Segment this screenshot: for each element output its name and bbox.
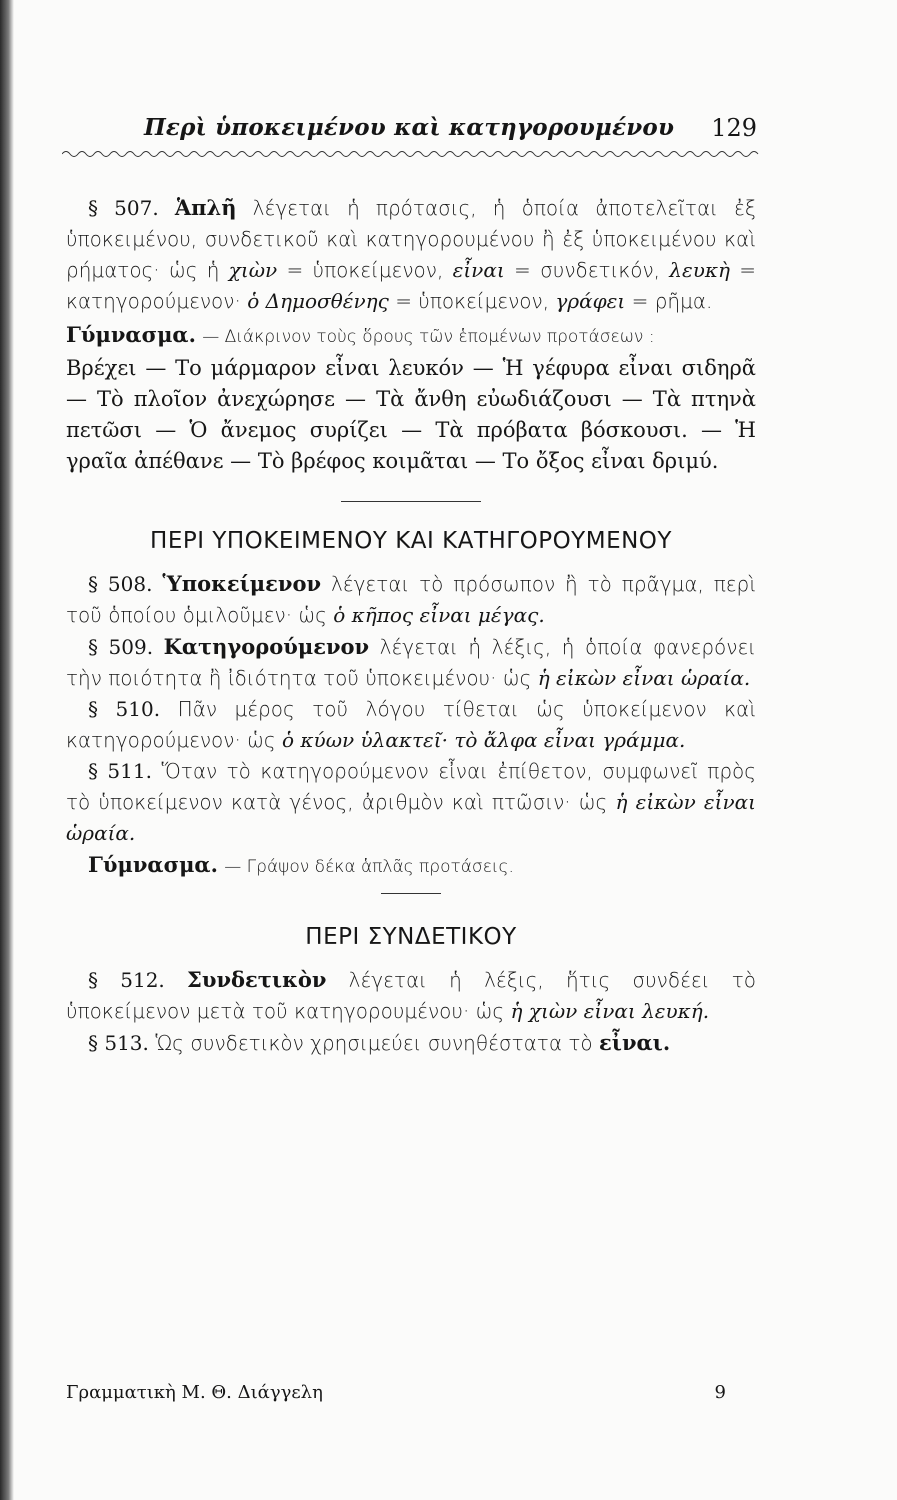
term-einai: εἶναι. — [599, 1030, 671, 1055]
page-number: 129 — [711, 114, 757, 142]
paragraph-text: λέγεται ἡ λέξις, ἥτις συνδέει τὸ ὑποκείμενον μετὰ τοῦ κατηγορουμένου· ὡς — [66, 968, 756, 1023]
exercise-2 — [66, 849, 756, 883]
example-italic: εἶναι — [452, 258, 505, 282]
example-italic: λευκὴ — [669, 258, 730, 282]
section-number: § 509. — [88, 635, 154, 659]
section-number: § 510. — [88, 697, 161, 721]
paragraph-text: = συνδετικόν, — [514, 258, 660, 282]
exercise-1-sentences: Βρέχει — Το μάρμαρον εἶναι λευκόν — Ἡ γέφυρα εἶναι σιδηρᾶ — Τὸ πλοῖον ἀνεχώρησε — Τὰ ἄνθη εὐωδιάζουσι — Τὰ πτηνὰ πετῶσι — Ὁ ἄνεμος συρίζει — Τὰ πρόβατα βόσκουσι. — Ἡ γραῖα ἀπέθανε — Τὸ βρέφος κοιμᾶται — Το ὄξος εἶναι δριμύ. — [66, 356, 756, 473]
ornamental-wavy-rule — [62, 148, 762, 160]
exercise-1 — [66, 319, 756, 353]
book-signature-title: Γραμματικὴ Μ. Θ. Διάγγελη — [66, 1382, 323, 1403]
paragraph-text: = ρῆμα. — [631, 289, 713, 313]
paragraph-512 — [66, 964, 756, 1027]
exercise-label: Γύμνασμα. — [88, 852, 218, 877]
section-number: § 512. — [88, 968, 165, 992]
paragraph-507 — [66, 192, 756, 317]
page-body — [66, 192, 757, 1403]
term-simple: Ἁπλῆ — [174, 195, 237, 220]
exercise-prompt: — Διάκρινον τοὺς ὅρους τῶν ἑπομένων προτάσεων : — [202, 327, 655, 347]
example-italic: ὁ κύων ὑλακτεῖ· τὸ ἄλφα εἶναι γράμμα. — [282, 728, 686, 752]
paragraph-text: = ὑποκείμενον, — [395, 289, 550, 313]
exercise-label: Γύμνασμα. — [66, 322, 196, 347]
section-divider — [341, 501, 481, 502]
paragraph-511 — [66, 756, 756, 849]
section-heading-copula: ΠΕΡΙ ΣΥΝΔΕΤΙΚΟΥ — [305, 924, 517, 950]
section-number: § 513. — [88, 1031, 149, 1055]
section-number: § 508. — [88, 572, 153, 596]
section-number: § 511. — [88, 759, 152, 783]
paragraph-text: λέγεται ἡ λέξις, ἡ ὁποία φανερόνει τὴν ποιότητα ἢ ἰδιότητα τοῦ ὑποκειμένου· ὡς — [66, 635, 756, 690]
example-italic: γράφει — [555, 289, 626, 313]
section-number: § 507. — [88, 196, 159, 220]
paragraph-text: = κατηγορούμενον· — [66, 258, 757, 313]
paragraph-509 — [66, 631, 756, 694]
example-italic: ἡ εἰκὼν εἶναι ὡραία. — [537, 666, 751, 690]
example-italic: ἡ χιὼν εἶναι λευκή. — [510, 999, 710, 1023]
book-page — [48, 100, 763, 1403]
running-title: Περὶ ὑποκειμένου καὶ κατηγορουμένου — [144, 114, 675, 141]
paragraph-text: = ὑποκείμενον, — [286, 258, 444, 282]
paragraph-text: Ὅταν τὸ κατηγορούμενον εἶναι ἐπίθετον, συμφωνεῖ πρὸς τὸ ὑποκείμενον κατὰ γένος, ἀριθμὸν καὶ πτῶσιν· ὡς — [66, 759, 757, 814]
section-divider — [381, 893, 441, 894]
paragraph-508 — [66, 568, 756, 631]
paragraph-text: Πᾶν μέρος τοῦ λόγου τίθεται ὡς ὑποκείμενον καὶ κατηγορούμενον· ὡς — [66, 697, 756, 752]
page-footer — [66, 1382, 756, 1403]
page-header — [48, 100, 763, 144]
page-edge-shadow — [0, 0, 14, 1500]
exercise-prompt: — Γράψον δέκα ἁπλᾶς προτάσεις. — [224, 857, 514, 877]
paragraph-text: Ὡς συνδετικὸν χρησιμεύει συνηθέστατα τὸ — [155, 1031, 593, 1055]
example-italic: ὁ Δημοσθένης — [247, 289, 389, 313]
paragraph-text: λέγεται ἡ πρότασις, ἡ ὁποία ἀποτελεῖται ἐξ ὑποκειμένου, συνδετικοῦ καὶ κατηγορουμένου ἢ ἐξ ὑποκειμένου καὶ ρήματος· ὡς ἡ — [66, 196, 757, 282]
section-heading-subject-predicate: ΠΕΡΙ ΥΠΟΚΕΙΜΕΝΟΥ ΚΑΙ ΚΑΤΗΓΟΡΟΥΜΕΝΟΥ — [150, 528, 672, 554]
example-italic: χιὼν — [228, 258, 278, 282]
example-italic: ἡ εἰκὼν εἶναι ὡραία. — [66, 790, 757, 845]
term-predicate: Κατηγορούμενον — [163, 634, 370, 659]
paragraph-513 — [66, 1027, 756, 1059]
signature-number: 9 — [714, 1382, 726, 1403]
term-subject: Ὑποκείμενον — [162, 571, 322, 596]
paragraph-510 — [66, 694, 756, 756]
term-copula: Συνδετικὸν — [187, 967, 327, 992]
example-italic: ὁ κῆπος εἶναι μέγας. — [333, 603, 545, 627]
paragraph-text: λέγεται τὸ πρόσωπον ἢ τὸ πρᾶγμα, περὶ τοῦ ὁποίου ὁμιλοῦμεν· ὡς — [66, 572, 757, 627]
